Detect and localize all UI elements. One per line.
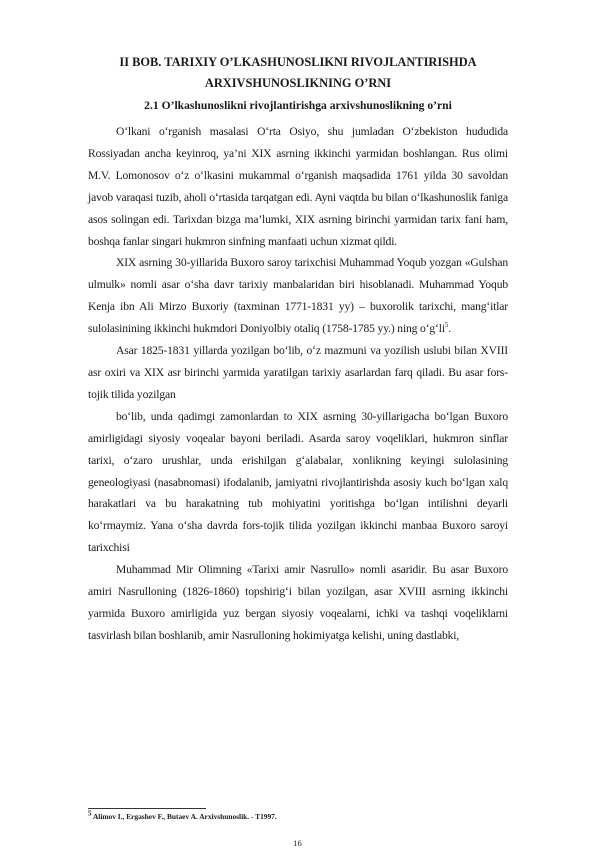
paragraph-1: O‘lkani o‘rganish masalasi O‘rta Osiyo, shu jumladan O‘zbekiston hududida Rossiyadan ancha keyinroq, ya’ni XIX asrning ikkinchi yarmidan boshlangan. Rus olimi M.V. Lomonosov o‘z o‘lkasini mukammal o‘rganish maqsadida 1761 yilda 30 savoldan javob varaqasi tuzib, aholi o‘rtasida tarqatgan edi. Ayni vaqtda bu bilan o‘lkashunoslik faniga asos solingan edi. Tarixdan bizga ma’lumki, XIX asrning birinchi yarmidan tarix fani ham, boshqa fanlar singari hukmron sinfning manfaati uchun xizmat qildi. xyxy=(88,125,508,248)
chapter-title-line2: ARXIVSHUNOSLIKNING O’RNI xyxy=(204,76,392,90)
page-number: 16 xyxy=(293,838,302,848)
document-page xyxy=(88,52,508,647)
footnote-divider xyxy=(88,808,206,809)
paragraph-2: XIX asrning 30-yillarida Buxoro saroy tarixchisi Muhammad Yoqub yozgan «Gulshan ulmulk» nomli asar o‘sha davr tarixiy manbalaridan biri hisoblanadi. Muhammad Yoqub Kenja ibn Ali Mirzo Buxoriy (taxminan 1771-1831 yy) – buxorolik tarixchi, mang‘itlar sulolasinining ikkinchi hukmdori Doniyolbiy otaliq (1758-1785 yy.) ning $o‘g‘li^5$. xyxy=(88,256,508,336)
footnote-reference[interactable]: 5 xyxy=(444,321,449,330)
section-title: 2.1 O’lkashunoslikni rivojlantirishga arxivshunoslikning o’rni xyxy=(144,99,452,112)
paragraph-5: Muhammad Mir Olimning «Tarixi amir Nasrullo» nomli asaridir. Bu asar Buxoro amiri Nasrulloning (1826-1860) topshirig‘i bilan yozilgan, asar XVIII asrning ikkinchi yarmida Buxoro amirligida yuz bergan siyosiy voqealarni, ichki va tashqi voqeliklarni tasvirlash bilan boshlanib, amir Nasrulloning hokimiyatga kelishi, uning dastlabki, xyxy=(88,563,508,642)
footnote-text: Alimov I., Ergashev F., Butaev A. Arxivshunoslik. - T1997. xyxy=(91,812,277,821)
paragraph-4: bo‘lib, unda qadimgi zamonlardan to XIX asrning 30-yillarigacha bo‘lgan Buxoro amirligidagi siyosiy voqealar bayoni beriladi. Asarda saroy voqeliklari, hukmron sinflar tarixi, o‘zaro urushlar, unda erishilgan g‘alabalar, xonlikning keyingi sulolasining geneologiyasi (nasabnomasi) ifodalanib, jamiyatni rivojlantirishda asosiy kuch bo‘lgan xalq harakatlari va bu harakatning tub mohiyatini yoritishga bo‘lgan intilishni deyarli ko‘rmaymiz. Yana o‘sha davrda fors-tojik tilida yozilgan ikkinchi manbaa Buxoro saroyi tarixchisi xyxy=(88,409,508,555)
paragraph-3: Asar 1825-1831 yillarda yozilgan bo‘lib, o‘z mazmuni va yozilish uslubi bilan XVIII asr oxiri va XIX asr birinchi yarmida yaratilgan tarixiy asarlardan farq qiladi. Bu asar fors-tojik tilida yozilgan xyxy=(88,344,508,401)
footnote xyxy=(88,809,508,821)
footnote-mark: 5 xyxy=(88,809,92,818)
chapter-title-line1: II BOB. TARIXIY O’LKASHUNOSLIKNI RIVOJLANTIRISHDA xyxy=(119,55,477,69)
